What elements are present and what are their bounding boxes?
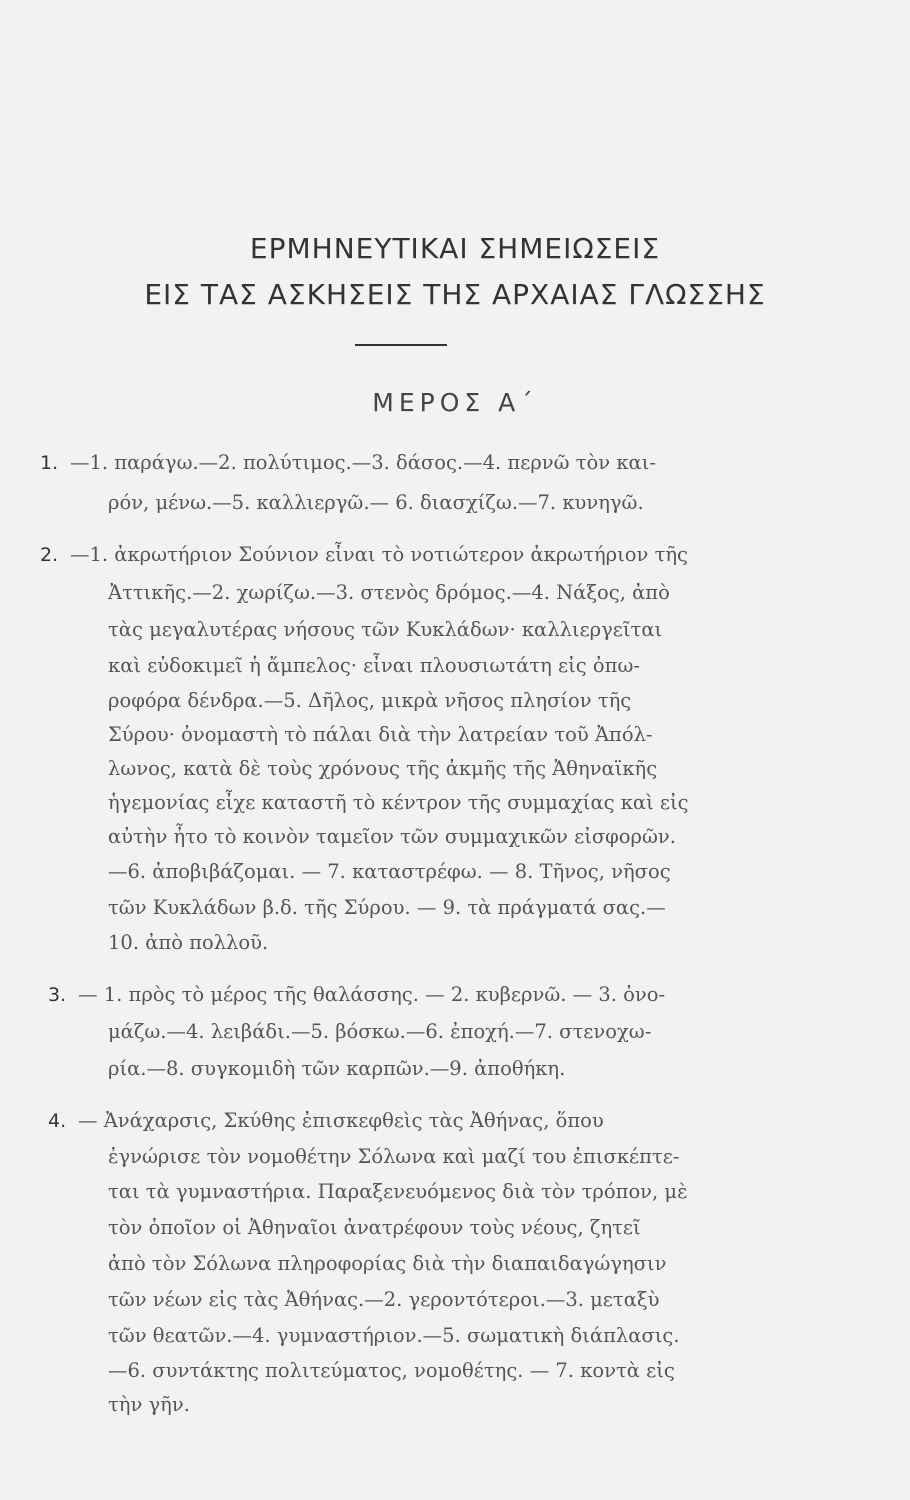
text-line: —6. ἀποβιβάζομαι. — 7. καταστρέφω. — 8. Τῆνος, νῆσος <box>108 860 671 883</box>
text-line: τὴν γῆν. <box>108 1393 190 1416</box>
text-line: ρόν, μένω.—5. καλλιεργῶ.— 6. διασχίζω.—7. κυνηγῶ. <box>108 491 644 514</box>
text-line: τῶν θεατῶν.—4. γυμναστήριον.—5. σωματικὴ διάπλασις. <box>108 1324 680 1347</box>
exercise-number: 2. <box>40 544 59 566</box>
text-line: —1. ἀκρωτήριον Σούνιον εἶναι τὸ νοτιώτερον ἀκρωτήριον τῆς <box>70 543 688 566</box>
text-line: ἀπὸ τὸν Σόλωνα πληροφορίας διὰ τὴν διαπαιδαγώγησιν <box>108 1252 667 1275</box>
text-line: καὶ εὐδοκιμεῖ ἡ ἄμπελος· εἶναι πλουσιωτάτη εἰς ὀπω- <box>108 654 640 677</box>
text-line: ἐγνώρισε τὸν νομοθέτην Σόλωνα καὶ μαζί του ἐπισκέπτε- <box>108 1145 680 1168</box>
text-line: 10. ἀπὸ πολλοῦ. <box>108 931 269 954</box>
exercise-number: 4. <box>48 1110 67 1132</box>
title-divider <box>355 344 447 346</box>
part-title: ΜΕΡΟΣ Α΄ <box>372 388 538 417</box>
text-line: τὰς μεγαλυτέρας νήσους τῶν Κυκλάδων· καλλιεργεῖται <box>108 618 663 641</box>
text-line: —1. παράγω.—2. πολύτιμος.—3. δάσος.—4. περνῶ τὸν και- <box>70 451 656 474</box>
text-line: — Ἀνάχαρσις, Σκύθης ἐπισκεφθεὶς τὰς Ἀθήνας, ὅπου <box>78 1109 604 1132</box>
text-line: ρία.—8. συγκομιδὴ τῶν καρπῶν.—9. ἀποθήκη. <box>108 1057 566 1080</box>
text-line: ται τὰ γυμναστήρια. Παραξενευόμενος διὰ τὸν τρόπον, μὲ <box>108 1180 688 1203</box>
text-line: Ἀττικῆς.—2. χωρίζω.—3. στενὸς δρόμος.—4. Νάξος, ἀπὸ <box>108 581 670 604</box>
text-line: τῶν Κυκλάδων β.δ. τῆς Σύρου. — 9. τὰ πράγματά σας.— <box>108 896 666 919</box>
text-line: μάζω.—4. λειβάδι.—5. βόσκω.—6. ἐποχή.—7. στενοχω- <box>108 1020 652 1043</box>
text-line: —6. συντάκτης πολιτεύματος, νομοθέτης. — 7. κοντὰ εἰς <box>108 1359 675 1382</box>
text-line: — 1. πρὸς τὸ μέρος τῆς θαλάσσης. — 2. κυβερνῶ. — 3. ὀνο- <box>78 983 666 1006</box>
exercise-number: 1. <box>40 452 59 474</box>
text-line: τὸν ὁποῖον οἱ Ἀθηναῖοι ἀνατρέφουν τοὺς νέους, ζητεῖ <box>108 1216 641 1239</box>
exercise-number: 3. <box>48 984 67 1006</box>
title-line-1: ΕΡΜΗΝΕΥΤΙΚΑΙ ΣΗΜΕΙΩΣΕΙΣ <box>249 232 661 265</box>
text-line: ἡγεμονίας εἶχε καταστῆ τὸ κέντρον τῆς συμμαχίας καὶ εἰς <box>108 791 689 814</box>
text-line: ροφόρα δένδρα.—5. Δῆλος, μικρὰ νῆσος πλησίον τῆς <box>108 689 632 712</box>
title-line-2: ΕΙΣ ΤΑΣ ΑΣΚΗΣΕΙΣ ΤΗΣ ΑΡΧΑΙΑΣ ΓΛΩΣΣΗΣ <box>144 278 766 311</box>
text-line: λωνος, κατὰ δὲ τοὺς χρόνους τῆς ἀκμῆς τῆς Ἀθηναϊκῆς <box>108 757 658 780</box>
text-line: τῶν νέων εἰς τὰς Ἀθήνας.—2. γεροντότεροι.—3. μεταξὺ <box>108 1288 660 1311</box>
text-line: Σύρου· ὀνομαστὴ τὸ πάλαι διὰ τὴν λατρείαν τοῦ Ἀπόλ- <box>108 723 653 746</box>
text-line: αὐτὴν ἦτο τὸ κοινὸν ταμεῖον τῶν συμμαχικῶν εἰσφορῶν. <box>108 825 676 848</box>
